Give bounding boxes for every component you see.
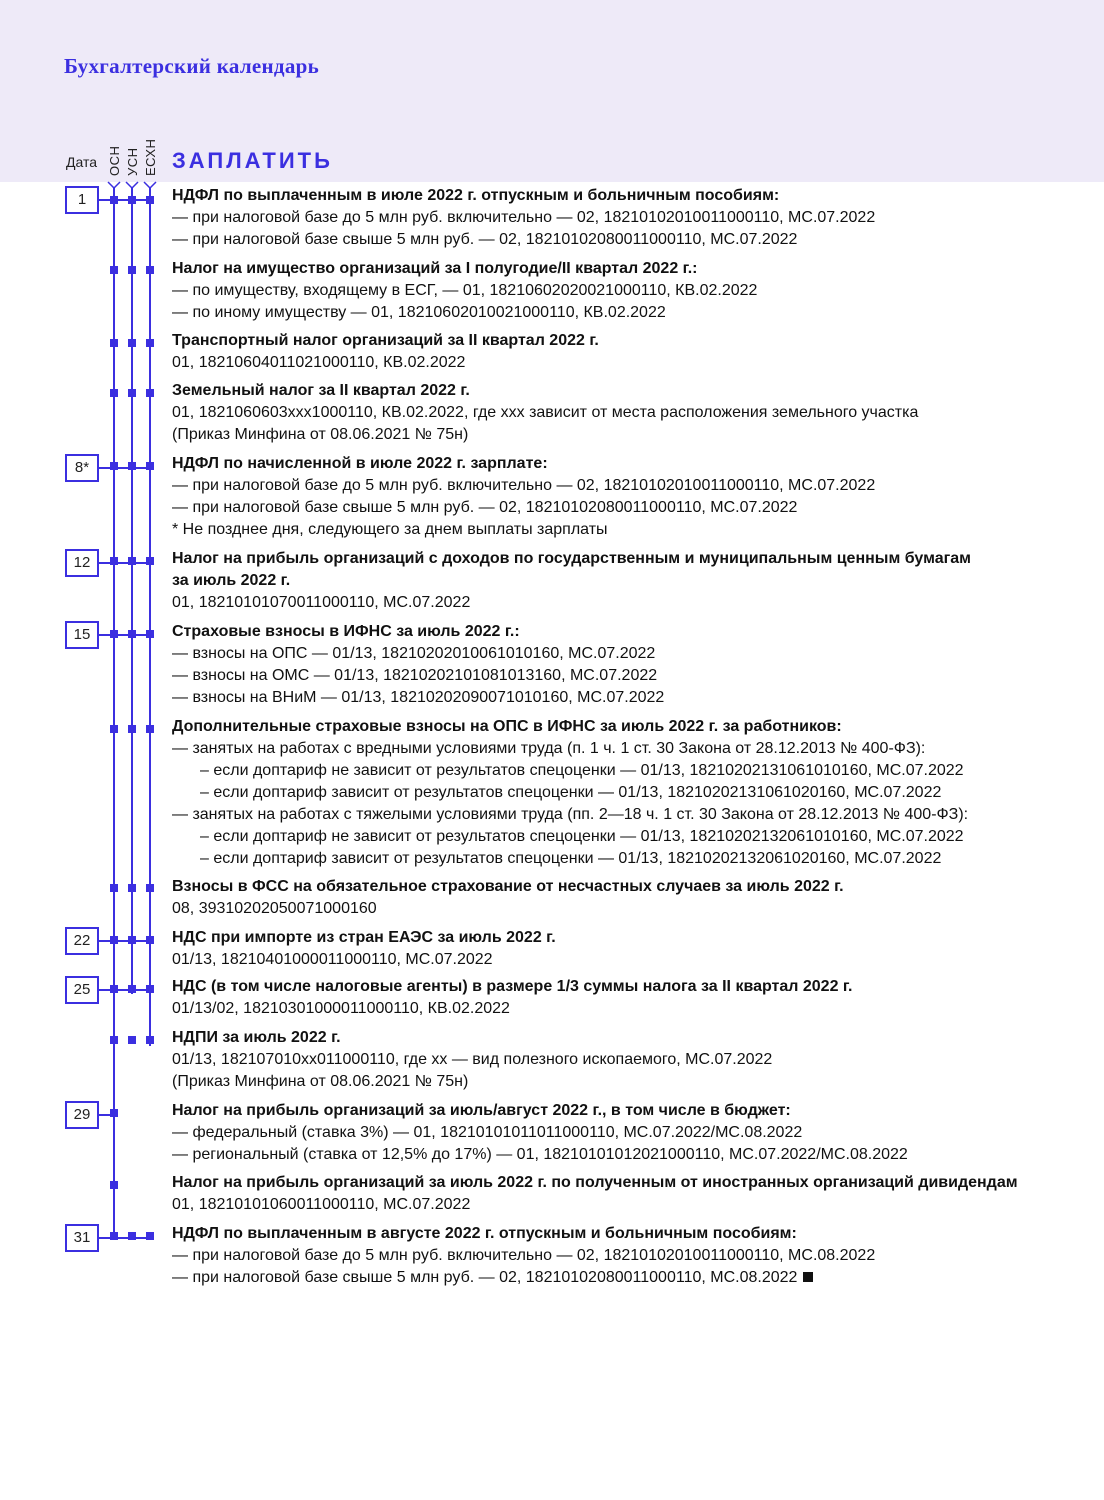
date-connector [99, 562, 151, 564]
entry-title-continued: за июль 2022 г. [172, 572, 291, 589]
entry-subline: – если доптариф не зависит от результатов спецоценки — 01/13, 18210202131061010160, МС.07.2022 [200, 762, 964, 779]
date-box: 15 [65, 621, 99, 649]
calendar-entry [172, 1027, 1072, 1093]
marker-usn [128, 389, 136, 397]
entry-title: Налог на прибыль организаций с доходов по государственным и муниципальным ценным бумагам [172, 550, 972, 567]
calendar-entry [172, 1100, 1072, 1166]
date-box: 12 [65, 549, 99, 577]
column-label-date: Дата [66, 154, 98, 170]
marker-osn [110, 557, 118, 565]
calendar-entry [172, 453, 1072, 541]
entry-line: — при налоговой базе до 5 млн руб. включительно — 02, 18210102010011000110, МС.07.2022 [172, 209, 876, 226]
page-header-title: Бухгалтерский календарь [64, 54, 320, 78]
marker-osn [110, 725, 118, 733]
date-connector [99, 1237, 151, 1239]
date-box: 31 [65, 1224, 99, 1252]
marker-eshn [146, 339, 154, 347]
marker-osn [110, 266, 118, 274]
entry-title: Транспортный налог организаций за II квартал 2022 г. [172, 332, 599, 349]
marker-osn [110, 1181, 118, 1189]
entry-line-text: — при налоговой базе свыше 5 млн руб. — 02, 18210102080011000110, МС.08.2022 [172, 1269, 798, 1286]
marker-usn [128, 266, 136, 274]
timeline-line-usn [131, 188, 133, 994]
entry-title: НДПИ за июль 2022 г. [172, 1029, 341, 1046]
marker-eshn [146, 1232, 154, 1240]
marker-osn [110, 339, 118, 347]
entry-line: — по имуществу, входящему в ЕСГ, — 01, 18210602020021000110, КВ.02.2022 [172, 282, 758, 299]
date-box: 1 [65, 186, 99, 214]
entry-line: (Приказ Минфина от 08.06.2021 № 75н) [172, 426, 469, 443]
marker-osn [110, 389, 118, 397]
entry-line: — взносы на ОМС — 01/13, 18210202101081013160, МС.07.2022 [172, 667, 658, 684]
date-connector [99, 989, 151, 991]
entry-line: — при налоговой базе до 5 млн руб. включительно — 02, 18210102010011000110, МС.08.2022 [172, 1247, 876, 1264]
marker-eshn [146, 462, 154, 470]
entry-title: Налог на прибыль организаций за июль 2022 г. по полученным от иностранных организаций дивидендам [172, 1174, 1018, 1191]
date-box: 8* [65, 454, 99, 482]
calendar-entry [172, 716, 1072, 870]
entry-line: — взносы на ОПС — 01/13, 18210202010061010160, МС.07.2022 [172, 645, 656, 662]
entry-title: НДФЛ по выплаченным в августе 2022 г. отпускным и больничным пособиям: [172, 1225, 797, 1242]
date-box: 29 [65, 1101, 99, 1129]
end-of-section-icon [803, 1272, 813, 1282]
date-connector [99, 467, 151, 469]
entry-line: — при налоговой базе свыше 5 млн руб. — 02, 18210102080011000110, МС.07.2022 [172, 231, 798, 248]
marker-eshn [146, 630, 154, 638]
entry-title: НДС при импорте из стран ЕАЭС за июль 2022 г. [172, 929, 556, 946]
header-band [0, 0, 1104, 182]
calendar-entry [172, 185, 1072, 251]
entry-title: Земельный налог за II квартал 2022 г. [172, 382, 470, 399]
entry-line: — занятых на работах с тяжелыми условиями труда (пп. 2—18 ч. 1 ст. 30 Закона от 28.12.2013 № 400-ФЗ): [172, 806, 969, 823]
marker-usn [128, 630, 136, 638]
section-title: ЗАПЛАТИТЬ [172, 148, 333, 173]
calendar-entry [172, 1172, 1072, 1216]
entry-subline: – если доптариф не зависит от результатов спецоценки — 01/13, 18210202132061010160, МС.07.2022 [200, 828, 964, 845]
entry-line: — федеральный (ставка 3%) — 01, 18210101011011000110, МС.07.2022/МС.08.2022 [172, 1124, 803, 1141]
entry-line: — занятых на работах с вредными условиями труда (п. 1 ч. 1 ст. 30 Закона от 28.12.2013 № 400-ФЗ): [172, 740, 926, 757]
entry-line: (Приказ Минфина от 08.06.2021 № 75н) [172, 1073, 469, 1090]
entry-title: Налог на имущество организаций за I полугодие/II квартал 2022 г.: [172, 260, 698, 277]
entry-subline: – если доптариф зависит от результатов спецоценки — 01/13, 18210202131061020160, МС.07.2022 [200, 784, 942, 801]
entry-title: Дополнительные страховые взносы на ОПС в ИФНС за июль 2022 г. за работников: [172, 718, 842, 735]
marker-eshn [146, 884, 154, 892]
marker-usn [128, 557, 136, 565]
marker-eshn [146, 936, 154, 944]
entry-line: 01/13, 182107010хх011000110, где хх — вид полезного ископаемого, МС.07.2022 [172, 1051, 773, 1068]
marker-osn [110, 1232, 118, 1240]
entry-title: НДФЛ по выплаченным в июле 2022 г. отпускным и больничным пособиям: [172, 187, 780, 204]
marker-eshn [146, 389, 154, 397]
entry-footnote: * Не позднее дня, следующего за днем выплаты зарплаты [172, 521, 608, 538]
entry-subline: – если доптариф зависит от результатов спецоценки — 01/13, 18210202132061020160, МС.07.2022 [200, 850, 942, 867]
marker-usn [128, 462, 136, 470]
marker-osn [110, 936, 118, 944]
marker-osn [110, 630, 118, 638]
marker-usn [128, 1036, 136, 1044]
column-label-usn: УСН [125, 147, 140, 176]
marker-eshn [146, 725, 154, 733]
marker-eshn [146, 985, 154, 993]
date-box: 22 [65, 927, 99, 955]
marker-osn [110, 1109, 118, 1117]
marker-eshn [146, 196, 154, 204]
entry-title: НДФЛ по начисленной в июле 2022 г. зарплате: [172, 455, 548, 472]
entry-line: 01/13, 18210401000011000110, МС.07.2022 [172, 951, 493, 968]
entry-line: 01, 18210101060011000110, МС.07.2022 [172, 1196, 471, 1213]
marker-eshn [146, 266, 154, 274]
entry-line: 01, 18210604011021000110, КВ.02.2022 [172, 354, 466, 371]
column-label-osn: ОСН [107, 145, 122, 176]
marker-eshn [146, 1036, 154, 1044]
calendar-entry [172, 380, 1072, 446]
entry-line [172, 1267, 1072, 1289]
entry-line: 01/13/02, 18210301000011000110, КВ.02.2022 [172, 1000, 510, 1017]
marker-osn [110, 884, 118, 892]
marker-usn [128, 196, 136, 204]
date-connector [99, 634, 151, 636]
marker-usn [128, 936, 136, 944]
calendar-entry [172, 876, 1072, 920]
timeline-line-eshn [149, 188, 151, 1046]
entry-line: — региональный (ставка от 12,5% до 17%) — 01, 18210101012021000110, МС.07.2022/МС.08.2022 [172, 1146, 908, 1163]
calendar-entry [172, 258, 1072, 324]
entry-title: Взносы в ФСС на обязательное страхование от несчастных случаев за июль 2022 г. [172, 878, 844, 895]
entry-title: Налог на прибыль организаций за июль/август 2022 г., в том числе в бюджет: [172, 1102, 791, 1119]
calendar-entry [172, 330, 1072, 374]
marker-eshn [146, 557, 154, 565]
date-connector [99, 940, 151, 942]
marker-usn [128, 884, 136, 892]
entry-line: — по иному имуществу — 01, 18210602010021000110, КВ.02.2022 [172, 304, 666, 321]
calendar-entry [172, 976, 1072, 1020]
marker-osn [110, 1036, 118, 1044]
calendar-entry [172, 621, 1072, 709]
entry-title: Страховые взносы в ИФНС за июль 2022 г.: [172, 623, 520, 640]
entry-line: — при налоговой базе до 5 млн руб. включительно — 02, 18210102010011000110, МС.07.2022 [172, 477, 876, 494]
marker-usn [128, 985, 136, 993]
entry-line: — взносы на ВНиМ — 01/13, 18210202090071010160, МС.07.2022 [172, 689, 665, 706]
column-label-eshn: ЕСХН [143, 138, 158, 176]
date-connector [99, 199, 151, 201]
marker-osn [110, 462, 118, 470]
entry-line: 08, 39310202050071000160 [172, 900, 377, 917]
marker-usn [128, 339, 136, 347]
date-box: 25 [65, 976, 99, 1004]
marker-usn [128, 725, 136, 733]
marker-usn [128, 1232, 136, 1240]
marker-osn [110, 985, 118, 993]
calendar-entry [172, 548, 1072, 614]
calendar-entry [172, 1223, 1072, 1289]
calendar-entry [172, 927, 1072, 971]
entry-title: НДС (в том числе налоговые агенты) в размере 1/3 суммы налога за II квартал 2022 г. [172, 978, 853, 995]
marker-osn [110, 196, 118, 204]
entry-line: 01, 18210101070011000110, МС.07.2022 [172, 594, 471, 611]
entry-line: 01, 1821060603xxx1000110, КВ.02.2022, где ххх зависит от места расположения земельного участка [172, 404, 919, 421]
entry-line: — при налоговой базе свыше 5 млн руб. — 02, 18210102080011000110, МС.07.2022 [172, 499, 798, 516]
